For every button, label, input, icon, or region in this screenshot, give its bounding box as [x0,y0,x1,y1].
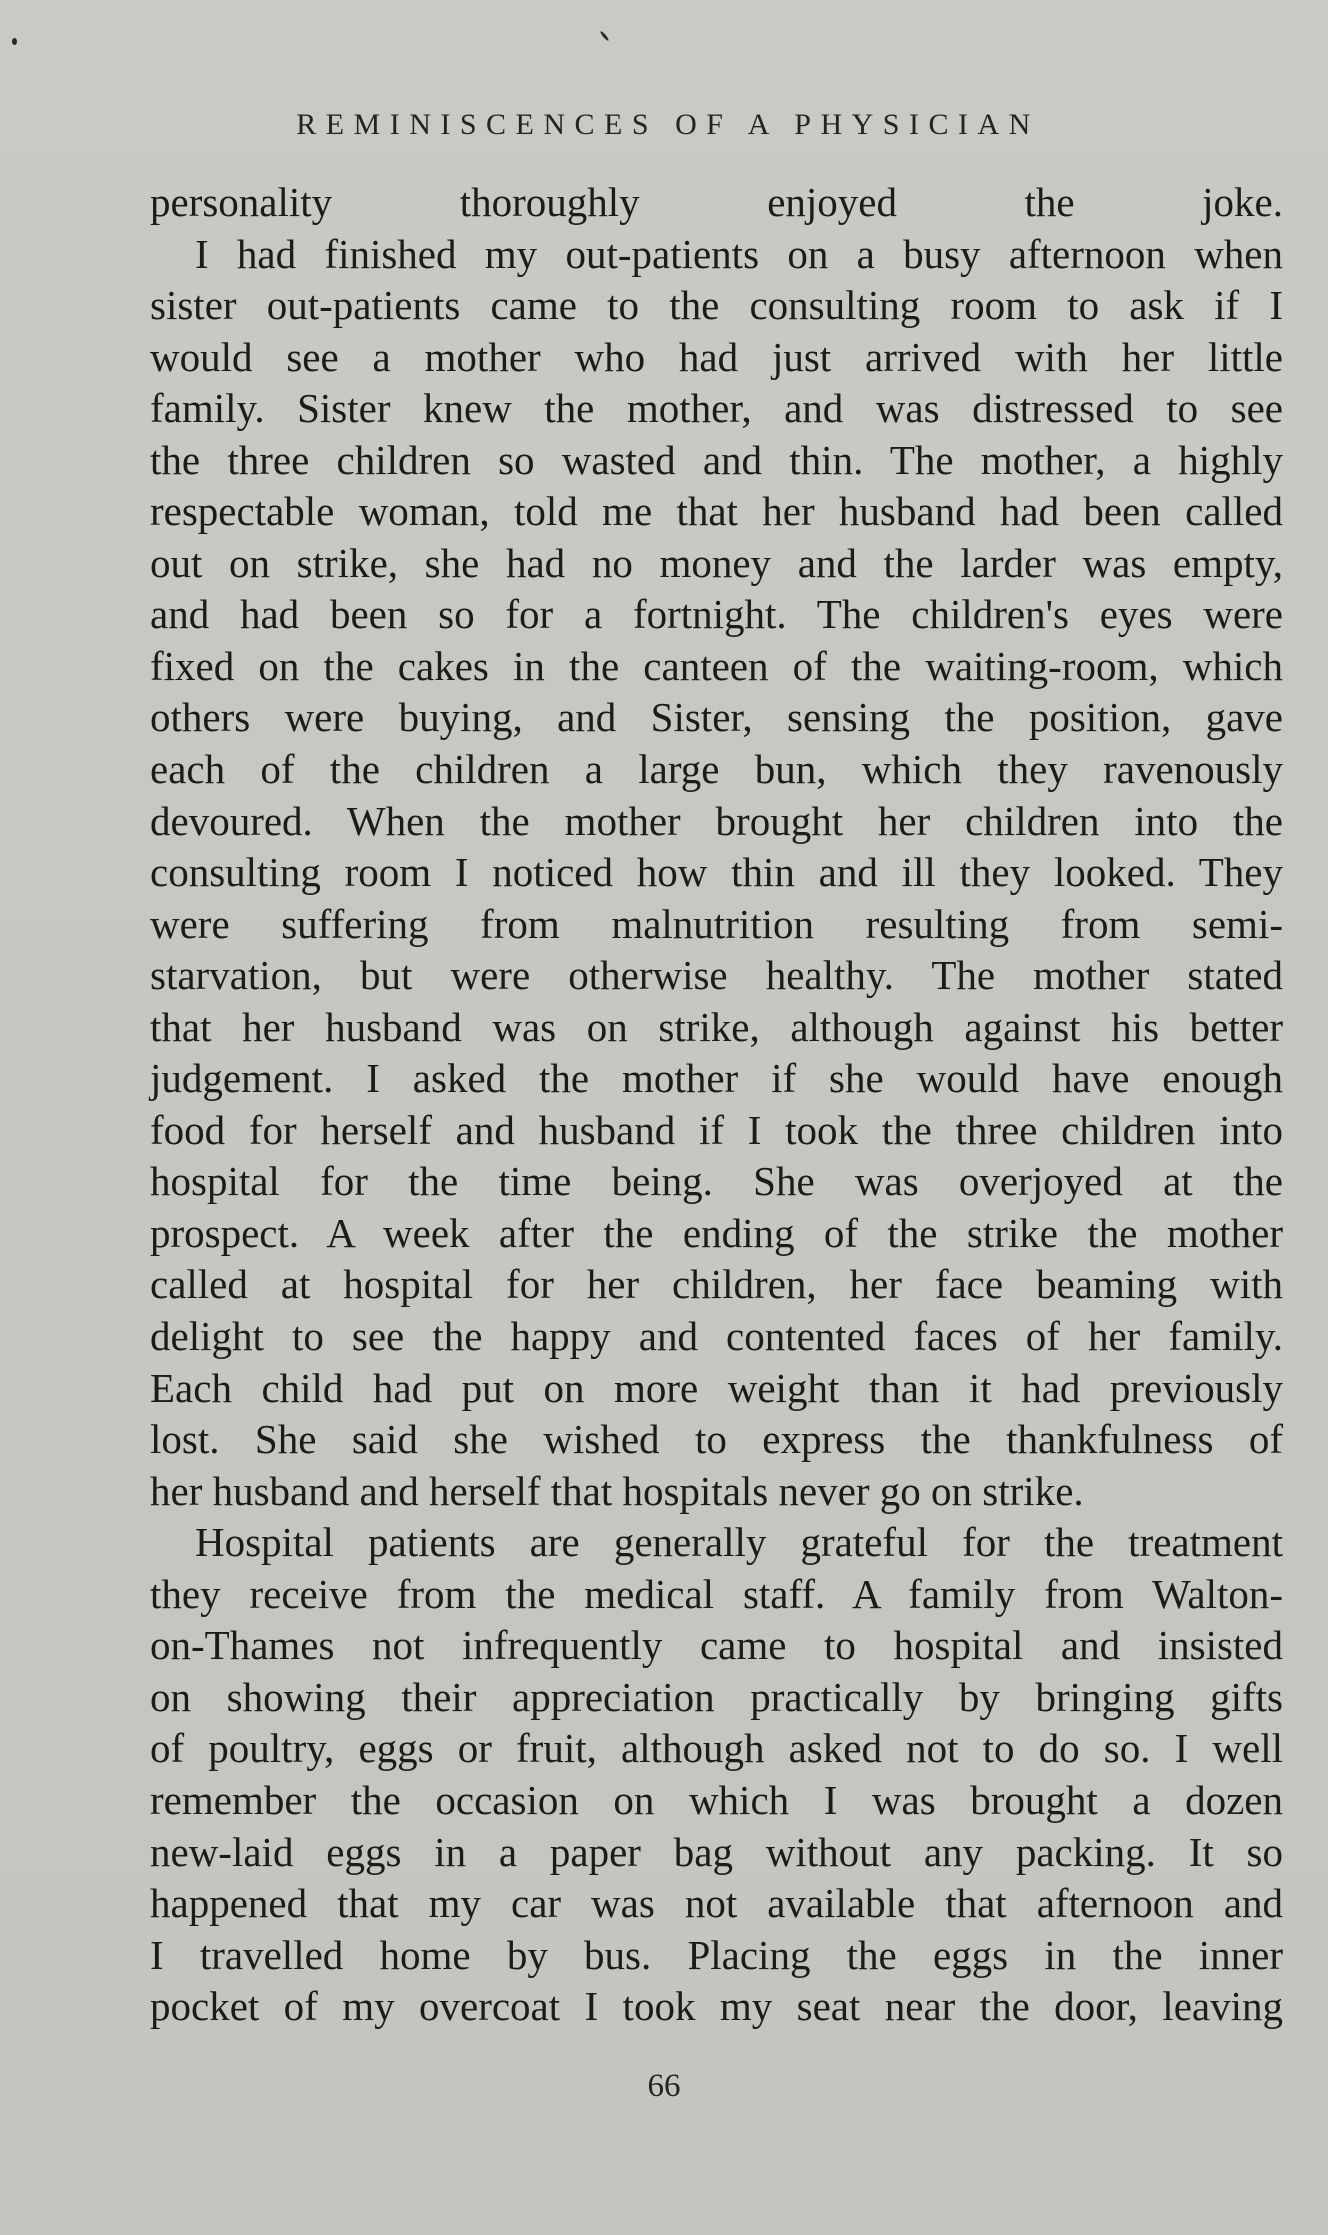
text-line: Each child had put on more weight than it had previously [150,1364,1283,1411]
text-line: food for herself and husband if I took the three children into [150,1106,1283,1153]
text-line: that her husband was on strike, although against his better [150,1003,1283,1050]
ink-speck [12,38,17,45]
text-line: sister out-patients came to the consulting room to ask if I [150,282,1283,329]
text-line: consulting room I noticed how thin and ill they looked. They [150,849,1283,896]
text-line: personality thoroughly enjoyed the joke. [150,179,1283,225]
text-line: starvation, but were otherwise healthy. The mother stated [150,952,1283,999]
text-line: respectable woman, told me that her husband had been called [150,488,1283,535]
text-line: would see a mother who had just arrived with her little [150,333,1283,380]
running-head: REMINISCENCES OF A PHYSICIAN [296,108,1040,141]
text-line: prospect. A week after the ending of the strike the mother [150,1209,1283,1256]
text-line: lost. She said she wished to express the thankfulness of [150,1416,1283,1463]
text-line: on-Thames not infrequently came to hospital and insisted [150,1622,1283,1669]
text-line: out on strike, she had no money and the larder was empty, [150,539,1283,586]
body-text [150,177,1283,2033]
text-line: new-laid eggs in a paper bag without any packing. It so [150,1828,1283,1875]
text-line: I had finished my out-patients on a busy afternoon when [195,230,1283,277]
text-line: of poultry, eggs or fruit, although asked not to do so. I well [150,1725,1283,1772]
page-number: 66 [647,2068,681,2104]
text-line: the three children so wasted and thin. The mother, a highly [150,436,1283,483]
text-line: happened that my car was not available that afternoon and [150,1880,1283,1927]
text-line: Hospital patients are generally grateful for the treatment [195,1519,1283,1566]
text-line: hospital for the time being. She was overjoyed at the [150,1158,1283,1205]
text-line: pocket of my overcoat I took my seat near the door, leaving [150,1983,1283,2030]
text-line: delight to see the happy and contented faces of her family. [150,1313,1283,1360]
text-line: devoured. When the mother brought her children into the [150,797,1283,844]
text-line: called at hospital for her children, her face beaming with [150,1261,1283,1308]
text-line: her husband and herself that hospitals never go on strike. [150,1467,1084,1514]
text-line: fixed on the cakes in the canteen of the waiting-room, which [150,642,1283,689]
text-line: remember the occasion on which I was brought a dozen [150,1776,1283,1823]
text-line: others were buying, and Sister, sensing the position, gave [150,694,1283,741]
text-line: family. Sister knew the mother, and was distressed to see [150,385,1283,432]
ink-speck [599,30,609,41]
text-line: each of the children a large bun, which they ravenously [150,746,1283,793]
text-line: were suffering from malnutrition resulting from semi- [150,900,1283,947]
text-line: and had been so for a fortnight. The children's eyes were [150,591,1283,638]
text-line: I travelled home by bus. Placing the eggs in the inner [150,1931,1283,1978]
text-line: on showing their appreciation practically by bringing gifts [150,1673,1283,1720]
text-line: they receive from the medical staff. A family from Walton- [150,1570,1283,1617]
text-line: judgement. I asked the mother if she would have enough [150,1055,1283,1102]
